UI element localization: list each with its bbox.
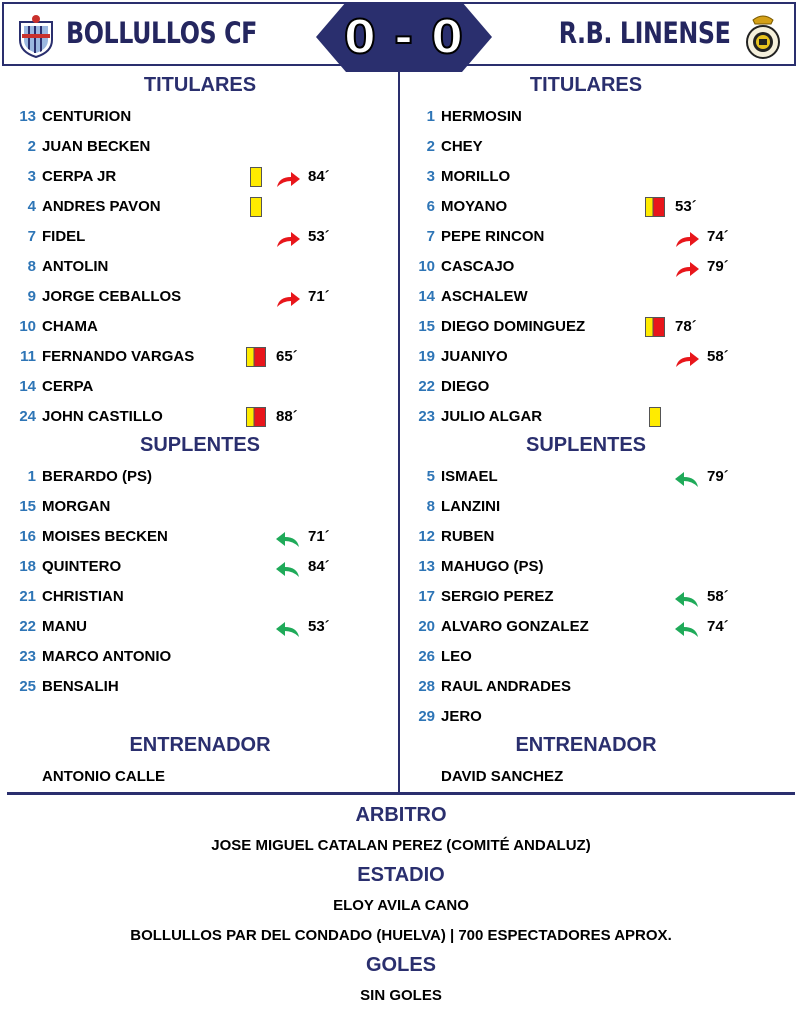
player-row: [401, 462, 781, 492]
player-number: 22: [418, 378, 435, 395]
player-row: [401, 402, 781, 432]
player-row: [2, 552, 382, 582]
event-minute: 84´: [308, 558, 330, 575]
player-row: [401, 492, 781, 522]
stadium-location: BOLLULLOS PAR DEL CONDADO (HUELVA) | 700 ESPECTADORES APROX.: [130, 927, 672, 944]
player-number: 23: [418, 408, 435, 425]
player-number: 13: [418, 558, 435, 575]
player-name: CHAMA: [42, 318, 98, 335]
player-name: JOHN CASTILLO: [42, 408, 163, 425]
event-minute: 58´: [707, 588, 729, 605]
player-row: [401, 672, 781, 702]
player-row: [401, 552, 781, 582]
away-team-name: R.B. LINENSE: [558, 16, 730, 50]
away-starters-title: TITULARES: [529, 74, 643, 96]
player-row: [2, 372, 382, 402]
player-row: [2, 282, 382, 312]
player-name: BERARDO (PS): [42, 468, 153, 485]
event-minute: 71´: [308, 528, 330, 545]
stadium-name: ELOY AVILA CANO: [333, 897, 469, 914]
second-yellow-card-icon: [246, 347, 266, 367]
player-name: FERNANDO VARGAS: [42, 348, 195, 365]
column-divider: [398, 66, 400, 794]
player-row: [401, 162, 781, 192]
scoreboard: [316, 2, 492, 72]
player-number: 7: [426, 228, 435, 245]
second-yellow-card-icon: [645, 197, 665, 217]
player-number: 14: [19, 378, 36, 395]
player-row: [2, 192, 382, 222]
player-row: [401, 282, 781, 312]
event-minute: 71´: [308, 288, 330, 305]
player-number: 8: [27, 258, 36, 275]
player-name: ANDRES PAVON: [42, 198, 161, 215]
player-row: [2, 522, 382, 552]
player-name: ISMAEL: [441, 468, 498, 485]
player-row: [2, 162, 382, 192]
player-number: 1: [426, 108, 435, 125]
player-name: QUINTERO: [42, 558, 122, 575]
player-name: MAHUGO (PS): [441, 558, 544, 575]
event-minute: 78´: [675, 318, 697, 335]
event-minute: 79´: [707, 468, 729, 485]
away-coach-title: ENTRENADOR: [515, 734, 657, 756]
player-number: 2: [426, 138, 435, 155]
player-row: [401, 222, 781, 252]
player-name: LEO: [441, 648, 472, 665]
player-name: MARCO ANTONIO: [42, 648, 172, 665]
player-number: 6: [426, 198, 435, 215]
player-name: PEPE RINCON: [441, 228, 545, 245]
player-row: [2, 672, 382, 702]
player-name: CERPA: [42, 378, 94, 395]
player-number: 19: [418, 348, 435, 365]
player-row: [401, 192, 781, 222]
match-header: [2, 2, 796, 66]
away-coach-name: DAVID SANCHEZ: [441, 768, 564, 785]
event-minute: 53´: [308, 228, 330, 245]
goals-title: GOLES: [365, 954, 436, 976]
player-name: SERGIO PEREZ: [441, 588, 554, 605]
player-row: [401, 582, 781, 612]
player-number: 22: [19, 618, 36, 635]
player-number: 20: [418, 618, 435, 635]
event-minute: 74´: [707, 228, 729, 245]
player-name: DIEGO: [441, 378, 490, 395]
player-name: RAUL ANDRADES: [441, 678, 572, 695]
player-name: CASCAJO: [441, 258, 515, 275]
player-number: 3: [27, 168, 36, 185]
player-number: 23: [19, 648, 36, 665]
player-name: MORILLO: [441, 168, 511, 185]
player-number: 16: [19, 528, 36, 545]
player-number: 18: [19, 558, 36, 575]
player-name: CERPA JR: [42, 168, 117, 185]
player-number: 5: [426, 468, 435, 485]
player-number: 14: [418, 288, 435, 305]
second-yellow-card-icon: [645, 317, 665, 337]
event-minute: 88´: [276, 408, 298, 425]
score: 0 - 0: [343, 10, 465, 64]
player-number: 8: [426, 498, 435, 515]
player-number: 12: [418, 528, 435, 545]
player-row: [401, 342, 781, 372]
player-number: 26: [418, 648, 435, 665]
player-name: HERMOSIN: [441, 108, 522, 125]
player-number: 15: [19, 498, 36, 515]
player-name: JUAN BECKEN: [42, 138, 151, 155]
second-yellow-card-icon: [246, 407, 266, 427]
player-number: 10: [19, 318, 36, 335]
player-row: [2, 492, 382, 522]
event-minute: 53´: [675, 198, 697, 215]
linense-crest-icon: [744, 12, 782, 60]
player-row: [2, 582, 382, 612]
player-number: 21: [19, 588, 36, 605]
player-name: MOYANO: [441, 198, 508, 215]
yellow-card-icon: [250, 167, 262, 187]
section-divider: [7, 792, 795, 795]
player-name: ANTOLIN: [42, 258, 109, 275]
player-row: [401, 702, 781, 732]
player-row: [401, 522, 781, 552]
goals-text: SIN GOLES: [360, 987, 442, 1004]
yellow-card-icon: [649, 407, 661, 427]
home-team-name: BOLLULLOS CF: [66, 16, 257, 50]
event-minute: 65´: [276, 348, 298, 365]
player-name: CHRISTIAN: [42, 588, 124, 605]
player-row: [2, 252, 382, 282]
player-number: 25: [19, 678, 36, 695]
player-row: [2, 102, 382, 132]
player-row: [401, 252, 781, 282]
home-coach-title: ENTRENADOR: [129, 734, 271, 756]
player-row: [2, 462, 382, 492]
player-name: MANU: [42, 618, 87, 635]
player-row: [401, 372, 781, 402]
player-row: [2, 342, 382, 372]
player-name: BENSALIH: [42, 678, 119, 695]
event-minute: 74´: [707, 618, 729, 635]
player-name: JORGE CEBALLOS: [42, 288, 182, 305]
player-row: [2, 132, 382, 162]
player-name: JULIO ALGAR: [441, 408, 543, 425]
player-row: [401, 642, 781, 672]
player-name: ASCHALEW: [441, 288, 528, 305]
stadium-title: ESTADIO: [357, 864, 445, 886]
player-row: [2, 642, 382, 672]
player-number: 1: [27, 468, 36, 485]
player-number: 17: [418, 588, 435, 605]
home-coach-name: ANTONIO CALLE: [42, 768, 166, 785]
player-number: 3: [426, 168, 435, 185]
player-name: RUBEN: [441, 528, 495, 545]
player-name: CHEY: [441, 138, 483, 155]
player-number: 24: [19, 408, 36, 425]
referee-title: ARBITRO: [355, 804, 447, 826]
player-row: [401, 612, 781, 642]
referee-name: JOSE MIGUEL CATALAN PEREZ (COMITÉ ANDALUZ): [211, 837, 591, 854]
player-row: [2, 402, 382, 432]
player-name: DIEGO DOMINGUEZ: [441, 318, 586, 335]
event-minute: 58´: [707, 348, 729, 365]
bollullos-crest-icon: [18, 14, 54, 58]
player-number: 4: [27, 198, 36, 215]
player-name: MOISES BECKEN: [42, 528, 168, 545]
player-number: 28: [418, 678, 435, 695]
player-name: JERO: [441, 708, 482, 725]
yellow-card-icon: [250, 197, 262, 217]
player-name: LANZINI: [441, 498, 501, 515]
player-name: CENTURION: [42, 108, 132, 125]
player-row: [2, 312, 382, 342]
player-number: 2: [27, 138, 36, 155]
player-number: 29: [418, 708, 435, 725]
home-subs-title: SUPLENTES: [139, 434, 261, 456]
player-row: [2, 222, 382, 252]
event-minute: 79´: [707, 258, 729, 275]
event-minute: 84´: [308, 168, 330, 185]
player-number: 9: [27, 288, 36, 305]
player-number: 11: [20, 348, 36, 365]
player-name: ALVARO GONZALEZ: [441, 618, 589, 635]
player-row: [401, 132, 781, 162]
player-name: FIDEL: [42, 228, 86, 245]
player-number: 15: [418, 318, 435, 335]
away-subs-title: SUPLENTES: [525, 434, 647, 456]
player-row: [401, 102, 781, 132]
player-name: MORGAN: [42, 498, 111, 515]
player-row: [401, 312, 781, 342]
player-number: 10: [418, 258, 435, 275]
player-name: JUANIYO: [441, 348, 508, 365]
event-minute: 53´: [308, 618, 330, 635]
home-starters-title: TITULARES: [143, 74, 257, 96]
player-row: [2, 612, 382, 642]
player-number: 13: [19, 108, 36, 125]
player-number: 7: [27, 228, 36, 245]
